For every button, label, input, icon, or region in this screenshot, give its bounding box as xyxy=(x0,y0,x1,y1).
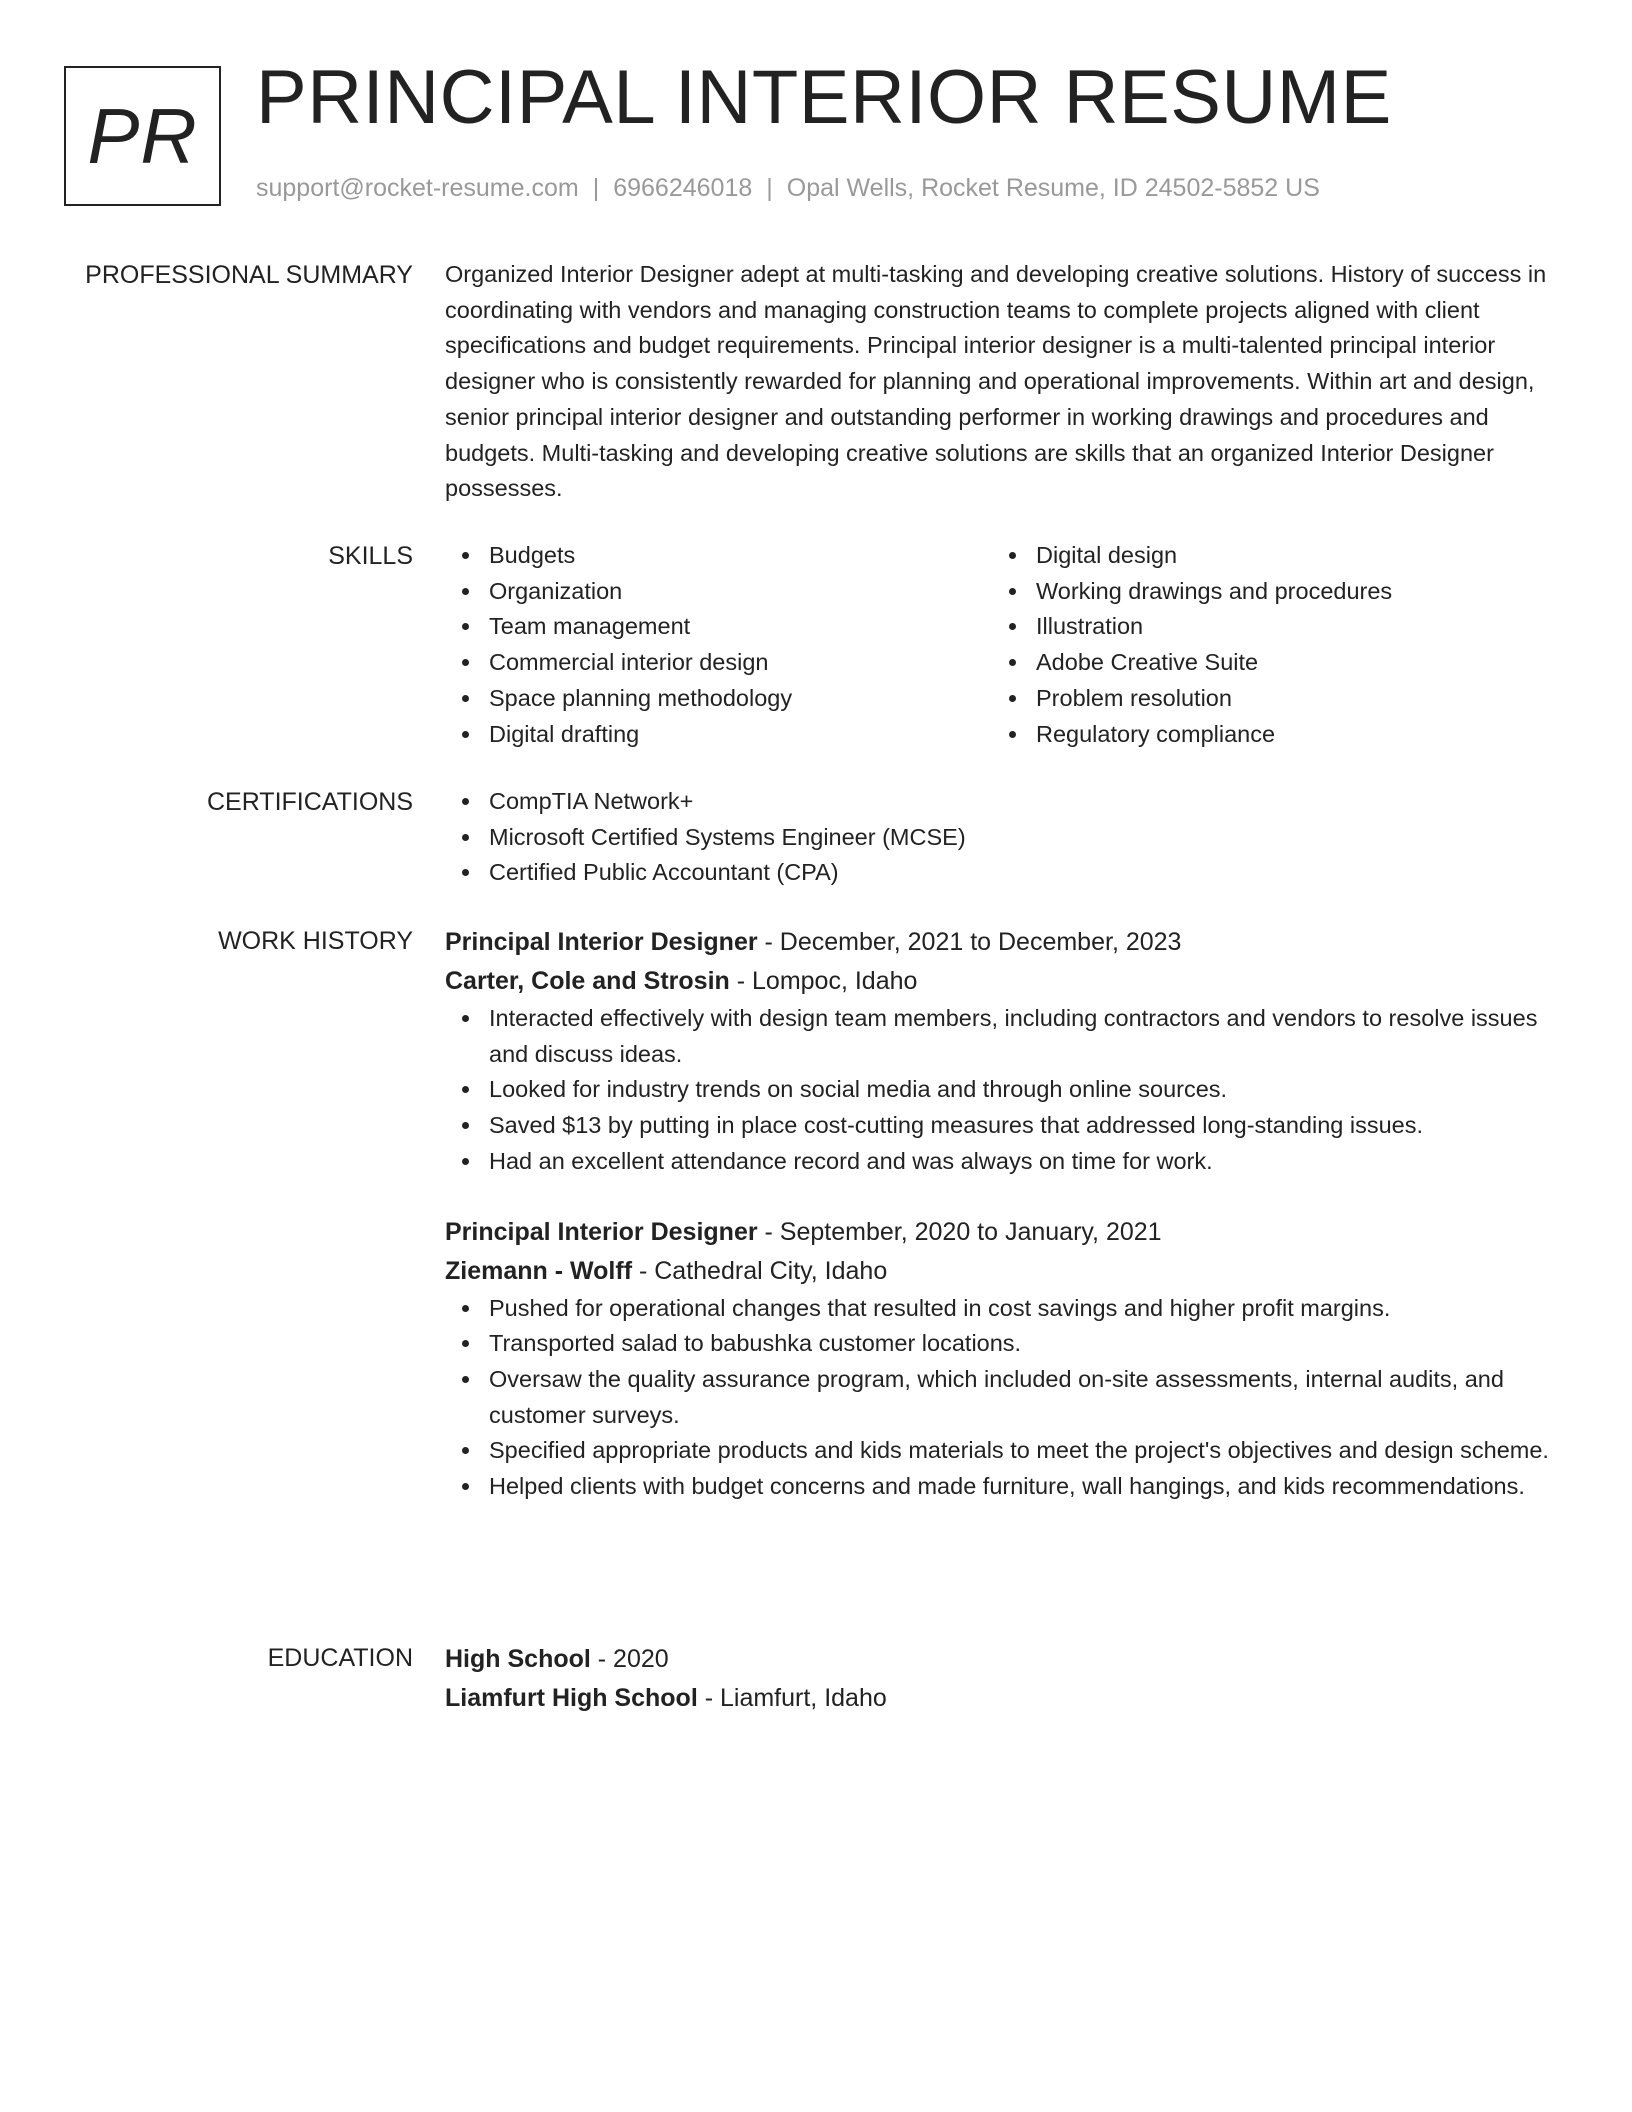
section-heading: WORK HISTORY xyxy=(218,927,413,955)
skill-item: Adobe Creative Suite xyxy=(992,645,1539,681)
section-heading: PROFESSIONAL SUMMARY xyxy=(85,261,413,289)
education-year: - 2020 xyxy=(590,1645,669,1673)
job-bullet: Oversaw the quality assurance program, which included on-site assessments, internal audits, and customer surveys. xyxy=(445,1362,1560,1433)
contact-separator: | xyxy=(766,174,773,202)
education-body xyxy=(445,1640,1560,1718)
education-school-line xyxy=(445,1679,1560,1718)
job-bullet: Specified appropriate products and kids materials to meet the project's objectives and design scheme. xyxy=(445,1433,1560,1469)
section-heading: EDUCATION xyxy=(267,1644,413,1672)
contact-separator: | xyxy=(592,174,600,202)
section-heading: CERTIFICATIONS xyxy=(206,788,413,816)
certifications-body xyxy=(445,784,1560,891)
skill-item: Digital drafting xyxy=(445,717,992,753)
job-title-line xyxy=(445,923,1560,962)
job-dates: - December, 2021 to December, 2023 xyxy=(757,928,1182,956)
job-bullets xyxy=(445,1001,1560,1180)
work-history-body xyxy=(445,923,1560,1505)
education-location: - Liamfurt, Idaho xyxy=(697,1684,887,1712)
section-heading: SKILLS xyxy=(328,542,413,570)
certification-item: Microsoft Certified Systems Engineer (MCSE) xyxy=(445,820,1560,856)
contact-phone: 6966246018 xyxy=(613,174,753,202)
job-company: Ziemann - Wolff xyxy=(445,1256,633,1285)
certification-item: Certified Public Accountant (CPA) xyxy=(445,855,1560,891)
job-company: Carter, Cole and Strosin xyxy=(445,967,730,995)
job-entry xyxy=(445,923,1560,1180)
job-bullet: Interacted effectively with design team members, including contractors and vendors to resolve issues and discuss ideas. xyxy=(445,1001,1560,1072)
job-location: - Lompoc, Idaho xyxy=(729,967,918,995)
summary-body xyxy=(445,257,1560,507)
skills-grid xyxy=(445,538,1560,752)
job-bullets xyxy=(445,1291,1560,1505)
skill-item: Budgets xyxy=(445,538,992,574)
education-degree-line xyxy=(445,1640,1560,1679)
resume-title: PRINCIPAL INTERIOR RESUME xyxy=(256,55,1392,140)
monogram-initials: PR xyxy=(87,91,198,180)
education-school: Liamfurt High School xyxy=(445,1684,698,1712)
skill-item: Digital design xyxy=(992,538,1539,574)
job-title: Principal Interior Designer xyxy=(445,1217,758,1246)
skill-item: Regulatory compliance xyxy=(992,717,1539,753)
job-bullet: Saved $13 by putting in place cost-cutting measures that addressed long-standing issues. xyxy=(445,1108,1560,1144)
contact-line xyxy=(256,173,1320,203)
job-company-line xyxy=(445,962,1560,1001)
job-title: Principal Interior Designer xyxy=(445,928,758,956)
job-dates: - September, 2020 to January, 2021 xyxy=(757,1217,1162,1246)
skill-item: Organization xyxy=(445,574,992,610)
skill-item: Space planning methodology xyxy=(445,681,992,717)
contact-email: support@rocket-resume.com xyxy=(256,174,579,202)
job-entry xyxy=(445,1213,1560,1505)
skill-item: Team management xyxy=(445,609,992,645)
summary-text: Organized Interior Designer adept at multi-tasking and developing creative solutions. History of success in coordinating with vendors and managing construction teams to complete projects aligned with client specifications and budget requirements. Principal interior designer is a multi-talented principal interior designer who is consistently rewarded for planning and operational improvements. Within art and design, senior principal interior designer and outstanding performer in working drawings and procedures and budgets. Multi-tasking and developing creative solutions are skills that an organized Interior Designer possesses. xyxy=(445,261,1547,502)
job-title-line xyxy=(445,1213,1560,1252)
skill-item: Problem resolution xyxy=(992,681,1539,717)
job-location: - Cathedral City, Idaho xyxy=(632,1256,888,1285)
job-bullet: Helped clients with budget concerns and made furniture, wall hangings, and kids recommendations. xyxy=(445,1469,1560,1505)
job-bullet: Had an excellent attendance record and was always on time for work. xyxy=(445,1144,1560,1180)
certification-item: CompTIA Network+ xyxy=(445,784,1560,820)
skills-list-right xyxy=(992,538,1539,752)
skills-list-left xyxy=(445,538,992,752)
certifications-list xyxy=(445,784,1560,891)
skill-item: Illustration xyxy=(992,609,1539,645)
education-degree: High School xyxy=(445,1645,591,1673)
skill-item: Commercial interior design xyxy=(445,645,992,681)
skill-item: Working drawings and procedures xyxy=(992,574,1539,610)
job-bullet: Looked for industry trends on social media and through online sources. xyxy=(445,1072,1560,1108)
job-bullet: Pushed for operational changes that resulted in cost savings and higher profit margins. xyxy=(445,1291,1560,1327)
job-company-line xyxy=(445,1252,1560,1291)
contact-address: Opal Wells, Rocket Resume, ID 24502-5852 US xyxy=(786,174,1320,202)
job-bullet: Transported salad to babushka customer locations. xyxy=(445,1326,1560,1362)
monogram-box xyxy=(64,66,221,206)
